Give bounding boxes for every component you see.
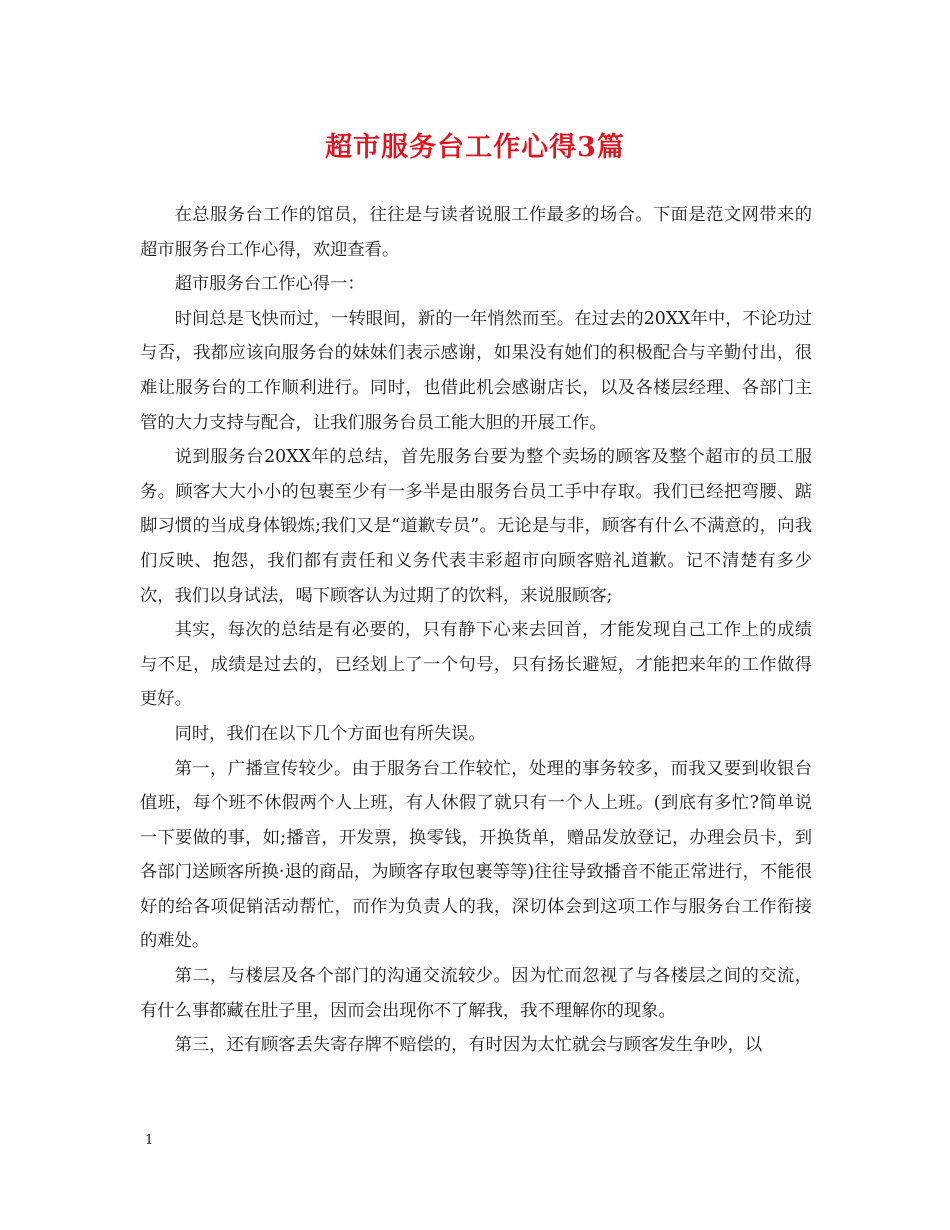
document-body bbox=[140, 198, 812, 1063]
paragraph-summary: 说到服务台20XX年的总结，首先服务台要为整个卖场的顾客及整个超市的员工服务。顾客大大小小的包裹至少有一多半是由服务台员工手中存取。我们已经把弯腰、踮脚习惯的当成身体锻炼;我们又是“道歉专员”。无论是与非，顾客有什么不满意的，向我们反映、抱怨，我们都有责任和义务代表丰彩超市向顾客赔礼道歉。记不清楚有多少次，我们以身试法，喝下顾客认为过期了的饮料，来说服顾客; bbox=[140, 447, 812, 606]
paragraph-reflection: 其实，每次的总结是有必要的，只有静下心来去回首，才能发现自己工作上的成绩与不足，成绩是过去的，已经划上了一个句号，只有扬长避短，才能把来年的工作做得更好。 bbox=[140, 620, 812, 710]
paragraph-section-heading: 超市服务台工作心得一： bbox=[174, 274, 365, 295]
page-number: 1 bbox=[145, 1133, 154, 1148]
paragraph-point-one: 第一，广播宣传较少。由于服务台工作较忙，处理的事务较多，而我又要到收银台值班，每个班不休假两个人上班，有人休假了就只有一个人上班。(到底有多忙?简单说一下要做的事，如;播音，开发票，换零钱，开换货单，赠品发放登记，办理会员卡，到各部门送顾客所换·退的商品，为顾客存取包裹等等)往往导致播音不能正常进行，不能很好的给各项促销活动帮忙，而作为负责人的我，深切体会到这项工作与服务台工作衔接的难处。 bbox=[140, 758, 812, 952]
paragraph-point-three: 第三，还有顾客丢失寄存牌不赔偿的，有时因为太忙就会与顾客发生争吵，以 bbox=[174, 1035, 763, 1056]
paragraph-thanks: 时间总是飞快而过，一转眼间，新的一年悄然而至。在过去的20XX年中，不论功过与否，我都应该向服务台的妹妹们表示感谢，如果没有她们的积极配合与辛勤付出，很难让服务台的工作顺利进行。同时，也借此机会感谢店长，以及各楼层经理、各部门主管的大力支持与配合，让我们服务台员工能大胆的开展工作。 bbox=[140, 308, 812, 433]
document-title: 超市服务台工作心得3篇 bbox=[325, 132, 625, 163]
paragraph-intro: 在总服务台工作的馆员，往往是与读者说服工作最多的场合。下面是范文网带来的超市服务台工作心得，欢迎查看。 bbox=[140, 205, 812, 260]
paragraph-mistakes-intro: 同时，我们在以下几个方面也有所失误。 bbox=[174, 723, 486, 744]
paragraph-point-two: 第二，与楼层及各个部门的沟通交流较少。因为忙而忽视了与各楼层之间的交流，有什么事都藏在肚子里，因而会出现你不了解我，我不理解你的现象。 bbox=[140, 966, 812, 1021]
